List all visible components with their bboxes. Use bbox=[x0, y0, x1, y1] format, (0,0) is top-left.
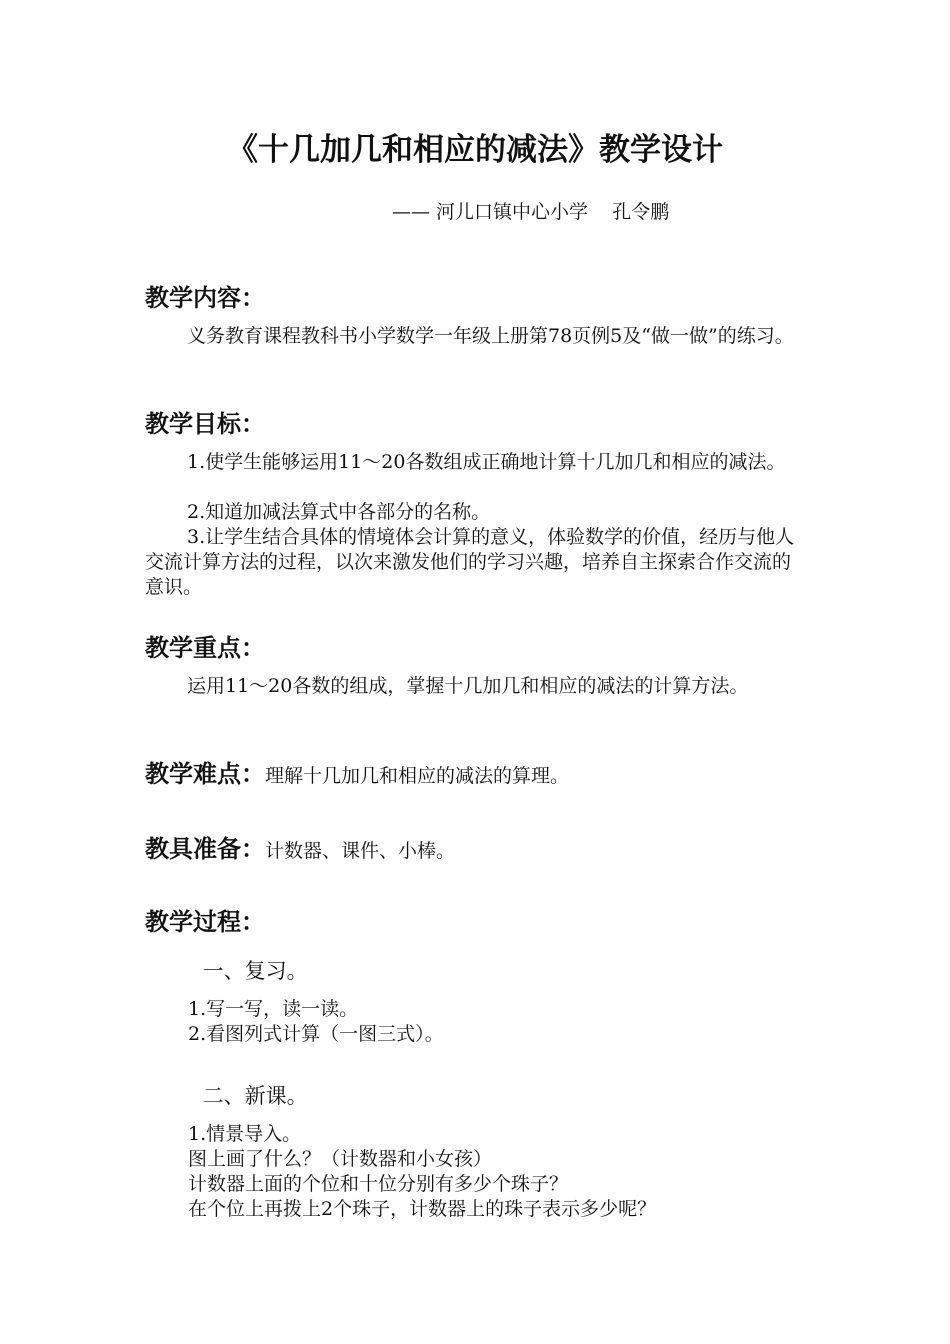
author-line: —— 河儿口镇中心小学 孔令鹏 bbox=[392, 201, 670, 223]
key-points-paragraph: 运用11～20各数的组成，掌握十几加几和相应的减法的计算方法。 bbox=[187, 675, 749, 697]
new-lesson-item-2: 图上画了什么？（计数器和小女孩） bbox=[188, 1148, 493, 1170]
new-lesson-item-4: 在个位上再拨上2个珠子，计数器上的珠子表示多少呢？ bbox=[188, 1198, 657, 1220]
section-heading-key-points: 教学重点： bbox=[145, 634, 265, 662]
section-heading-goals: 教学目标： bbox=[145, 410, 265, 438]
new-lesson-item-1: 1.情景导入。 bbox=[188, 1123, 302, 1145]
goal-item-1: 1.使学生能够运用11～20各数组成正确地计算十几加几和相应的减法。 bbox=[187, 451, 786, 473]
review-item-1: 1.写一写，读一读。 bbox=[188, 998, 359, 1020]
subheading-review: 一、复习。 bbox=[196, 959, 308, 983]
section-heading-content: 教学内容： bbox=[145, 284, 265, 312]
difficulties-text: 理解十几加几和相应的减法的算理。 bbox=[265, 765, 570, 787]
tools-text: 计数器、课件、小棒。 bbox=[265, 840, 456, 862]
goal-item-2: 2.知道加减法算式中各部分的名称。 bbox=[187, 501, 491, 523]
content-paragraph: 义务教育课程教科书小学数学一年级上册第78页例5及“做一做”的练习。 bbox=[187, 325, 794, 347]
tools-label: 教具准备： bbox=[145, 835, 265, 863]
subheading-new-lesson: 二、新课。 bbox=[196, 1084, 308, 1108]
new-lesson-item-3: 计数器上面的个位和十位分别有多少个珠子？ bbox=[188, 1173, 569, 1195]
review-item-2: 2.看图列式计算（一图三式）。 bbox=[188, 1023, 444, 1045]
difficulties-label: 教学难点： bbox=[145, 760, 265, 788]
goal-item-3: 3.让学生结合具体的情境体会计算的意义，体验数学的价值，经历与他人交流计算方法的过程，以次来激发他们的学习兴趣，培养自主探索合作交流的意识。 bbox=[145, 526, 795, 598]
document-title: 《十几加几和相应的减法》教学设计 bbox=[227, 132, 723, 168]
section-heading-process: 教学过程： bbox=[145, 908, 265, 936]
section-heading-tools bbox=[145, 833, 455, 867]
section-heading-difficulties bbox=[145, 758, 569, 792]
